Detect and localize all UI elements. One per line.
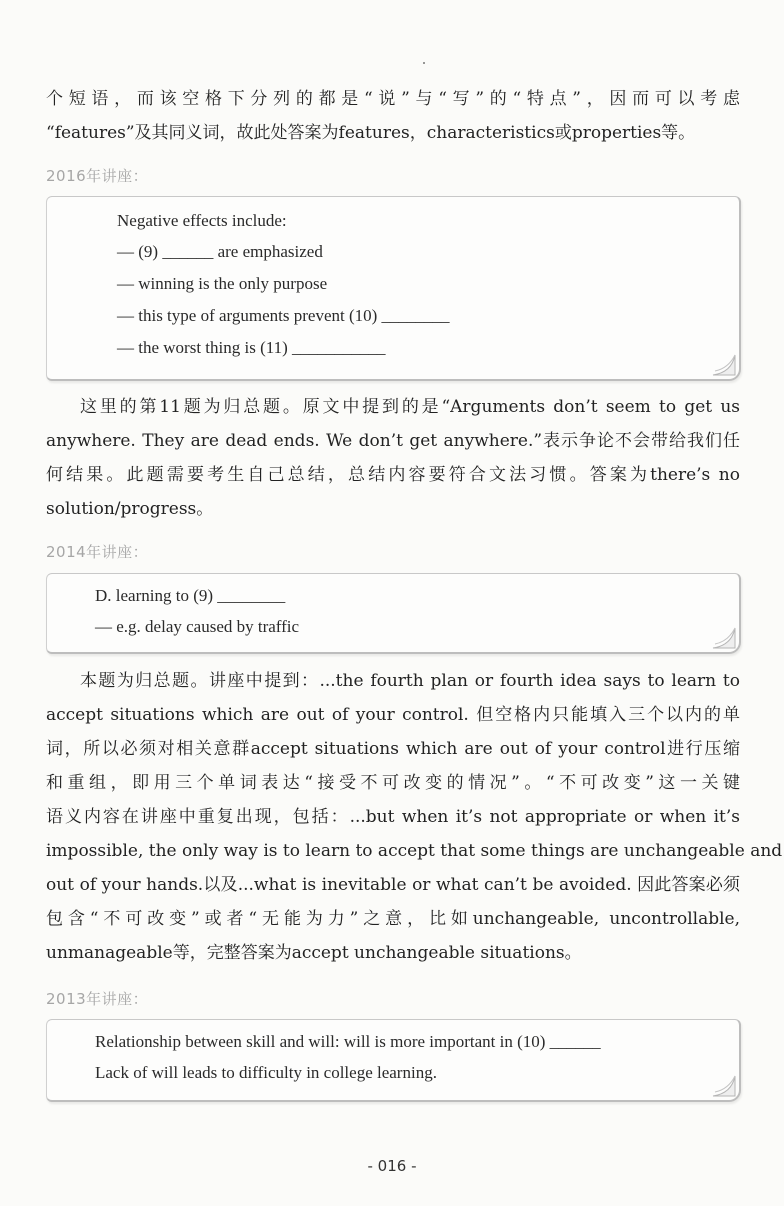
text-line: unmanageable等，完整答案为accept unchangeable situations。 <box>46 943 582 963</box>
text-line: impossible, the only way is to learn to accept that some things are unchangeable and <box>46 841 783 861</box>
box-line: — winning is the only purpose <box>117 274 328 293</box>
section-label-2013: 2013年讲座： <box>46 990 149 1008</box>
box-line: Lack of will leads to difficulty in college learning. <box>95 1063 437 1082</box>
page-number: - 016 - <box>367 1157 417 1175</box>
box-line: — this type of arguments prevent (10) ________ <box>117 306 450 325</box>
excerpt-box-2014 <box>46 573 741 654</box>
box-line: Relationship between skill and will: will is more important in (10) ______ <box>95 1032 601 1051</box>
page-curl-icon <box>709 353 737 377</box>
excerpt-box-2013 <box>46 1019 741 1102</box>
text-line: 这里的第11题为归总题。原文中提到的是“Arguments don’t seem to get us <box>80 397 740 417</box>
section-label-2014: 2014年讲座： <box>46 543 149 561</box>
box-line: — e.g. delay caused by traffic <box>95 617 300 636</box>
explanation-2014 <box>46 664 783 970</box>
section-label-2016: 2016年讲座： <box>46 167 149 185</box>
text-line: anywhere. They are dead ends. We don’t get anywhere.”表示争论不会带给我们任 <box>46 431 740 451</box>
text-line: 词，所以必须对相关意群accept situations which are out of your control进行压缩 <box>46 739 740 759</box>
text-line: 个短语，而该空格下分列的都是“说”与“写”的“特点”，因而可以考虑 <box>46 89 740 109</box>
intro-paragraph <box>46 82 740 150</box>
text-line: 本题为归总题。讲座中提到：...the fourth plan or fourth idea says to learn to <box>80 671 740 691</box>
text-line: “features”及其同义词，故此处答案为features，characteristics或properties等。 <box>46 123 696 143</box>
text-line: 何结果。此题需要考生自己总结，总结内容要符合文法习惯。答案为there’s no <box>46 465 740 485</box>
text-line: solution/progress。 <box>46 499 214 519</box>
scan-speck <box>423 62 425 64</box>
excerpt-box-2016 <box>46 196 741 381</box>
page-curl-icon <box>709 626 737 650</box>
text-line: accept situations which are out of your control. 但空格内只能填入三个以内的单 <box>46 705 740 725</box>
text-line: out of your hands.以及...what is inevitable or what can’t be avoided. 因此答案必须 <box>46 875 740 895</box>
box-line: — the worst thing is (11) ___________ <box>117 338 386 357</box>
box-line: D. learning to (9) ________ <box>95 586 286 605</box>
box-line: Negative effects include: <box>117 211 287 230</box>
page-curl-icon <box>709 1074 737 1098</box>
explanation-2016 <box>46 390 740 526</box>
text-line: 包含“不可改变”或者“无能为力”之意，比如unchangeable, uncontrollable, <box>46 909 740 929</box>
text-line: 和重组，即用三个单词表达“接受不可改变的情况”。“不可改变”这一关键 <box>46 773 740 793</box>
box-line: — (9) ______ are emphasized <box>117 242 323 261</box>
text-line: 语义内容在讲座中重复出现，包括：...but when it’s not appropriate or when it’s <box>46 807 740 827</box>
